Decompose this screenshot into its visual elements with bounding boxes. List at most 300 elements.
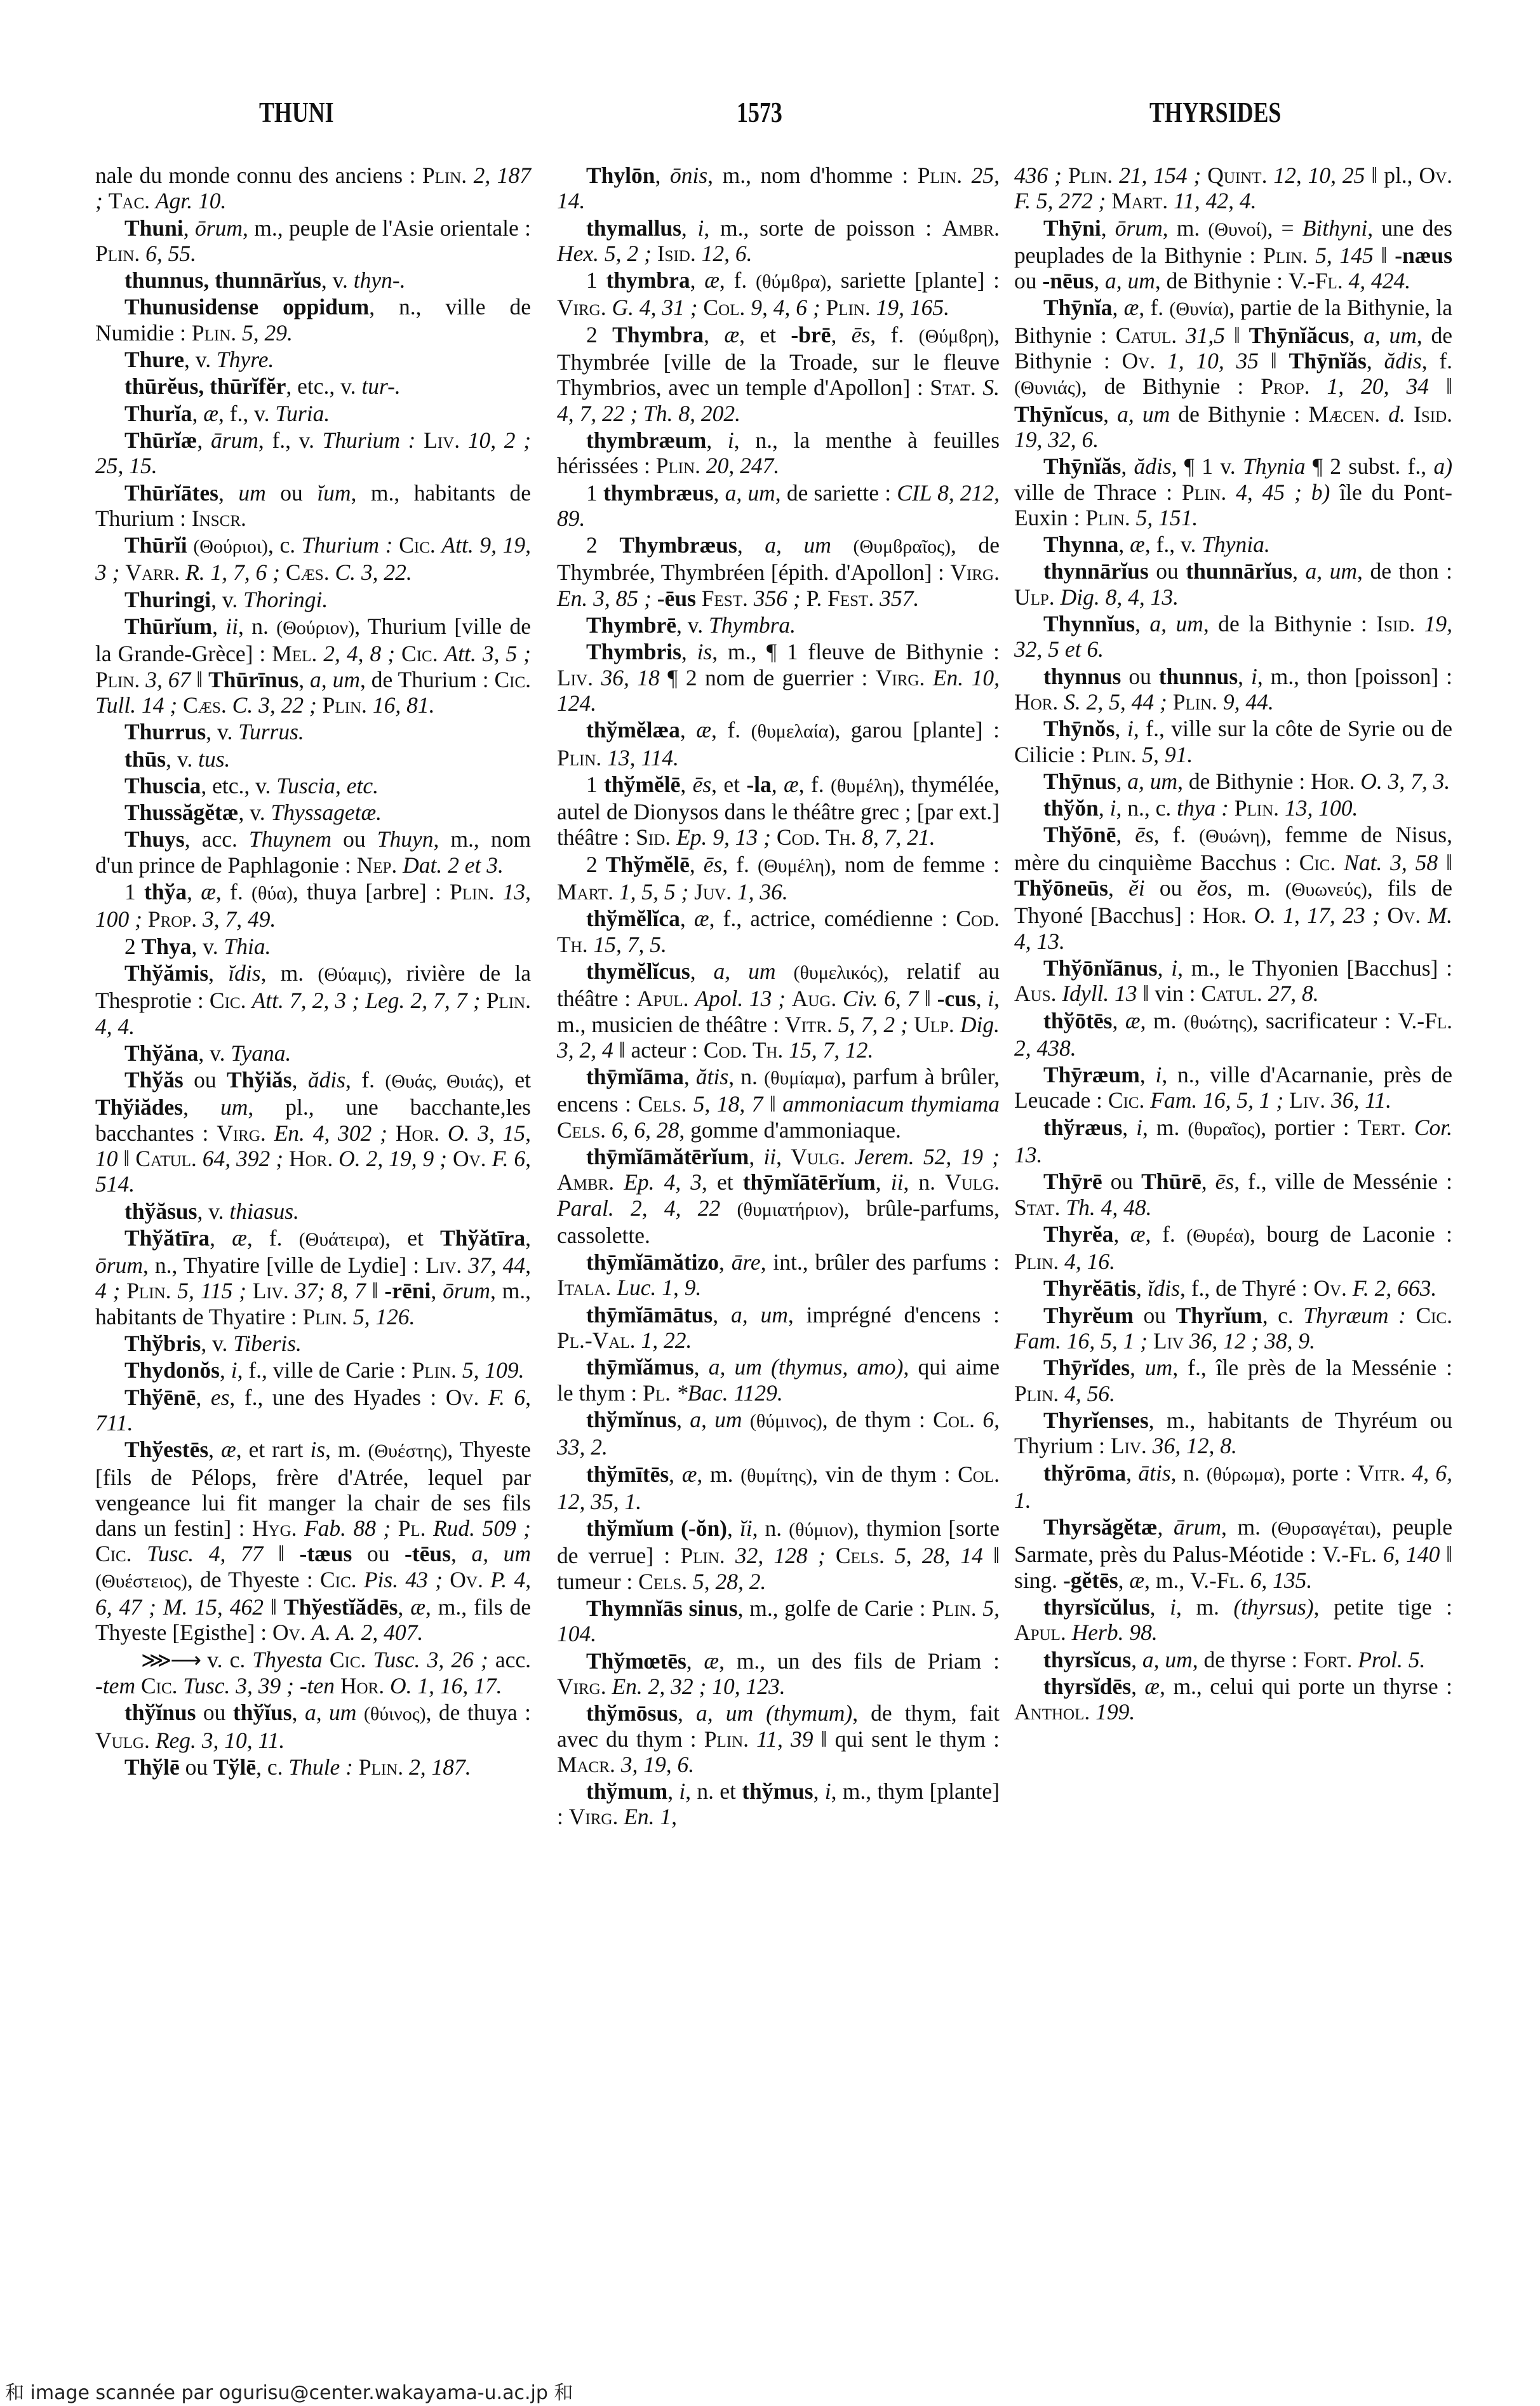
text: , gomme d'ammoniaque. — [679, 1117, 901, 1143]
author-abbrev: Cic. — [329, 1646, 366, 1672]
author-abbrev: Nep. — [356, 852, 398, 878]
italic-text: 5, 28, 14 — [895, 1543, 983, 1569]
author-abbrev: Vulg. — [791, 1143, 846, 1169]
italic-text: 2, 187 ; — [95, 163, 531, 214]
text — [227, 692, 232, 718]
text: , — [683, 1064, 696, 1090]
italic-text: 3, 7, 49. — [202, 906, 276, 932]
text — [885, 1543, 895, 1568]
author-abbrev: Isid. — [1376, 611, 1416, 637]
headword: Thymbrē — [586, 612, 676, 638]
headword: thymbra — [606, 267, 690, 293]
author-abbrev: Cic. — [320, 1566, 357, 1592]
greek-text: (Θυωνεύς) — [1285, 879, 1367, 901]
italic-text: 1, 10, 35 — [1167, 348, 1259, 374]
headword: Thyrĭum — [1175, 1302, 1262, 1328]
headword: thynnārĭus — [1043, 558, 1149, 584]
headword: Thydonŏs — [124, 1357, 220, 1383]
dictionary-entry — [1014, 532, 1452, 557]
italic-text: æ — [201, 879, 216, 905]
text — [1168, 188, 1174, 213]
text: , m., le Thyonien [Bacchus] : — [1177, 955, 1453, 981]
text: , v. — [166, 746, 199, 772]
text — [197, 1146, 203, 1171]
author-abbrev: Cic. — [401, 641, 438, 667]
text — [720, 1195, 737, 1221]
text: ‖ — [918, 986, 937, 1012]
text — [1245, 1568, 1250, 1593]
text: , — [678, 1700, 696, 1726]
dictionary-entry — [1014, 769, 1452, 794]
italic-text: 4, 56. — [1064, 1380, 1116, 1406]
author-abbrev: Virg. — [875, 664, 925, 690]
text: , — [975, 986, 988, 1012]
text: , v. — [191, 933, 224, 959]
text: , f. — [722, 851, 758, 877]
headword: Thymbræus — [619, 532, 737, 558]
text — [391, 1516, 398, 1541]
italic-text: CIL 8, 212, 89. — [557, 480, 1000, 531]
text: , acc. — [184, 826, 249, 852]
text — [845, 1144, 854, 1169]
text — [1113, 163, 1119, 188]
text: , f., v. — [258, 427, 323, 453]
text: , — [525, 1225, 531, 1251]
italic-text: Th. 4, 48. — [1066, 1194, 1152, 1220]
greek-text: (Θυάς, Θυιάς) — [385, 1071, 499, 1092]
text: , — [704, 321, 725, 347]
author-abbrev: Ov. — [452, 1145, 486, 1171]
text — [140, 241, 145, 266]
text: , — [212, 614, 226, 640]
italic-text: æ — [1130, 1221, 1146, 1247]
italic-text: O. 3, 15, 10 — [95, 1120, 532, 1171]
italic-text: ĭum — [317, 480, 351, 506]
headword: thȳmĭāma — [586, 1064, 684, 1090]
text — [1155, 348, 1167, 373]
author-abbrev: Col. — [933, 1406, 975, 1432]
author-abbrev: Plin. — [680, 1543, 725, 1569]
text: , = — [1267, 215, 1302, 241]
headword: thўmus — [742, 1778, 814, 1805]
italic-text: Thyesta — [252, 1646, 323, 1672]
text: , de sariette : — [775, 480, 897, 506]
dictionary-entry — [1014, 454, 1452, 530]
italic-text: Turrus. — [238, 719, 304, 745]
author-abbrev: Ov. — [1419, 163, 1453, 188]
dictionary-entry — [557, 772, 1000, 850]
dictionary-entry — [1014, 1647, 1452, 1672]
author-abbrev: Liv. — [424, 427, 460, 453]
text — [246, 1278, 253, 1303]
italic-text: ārum — [210, 427, 258, 453]
italic-text: ĭi — [739, 1516, 753, 1542]
text: de Bithynie : — [1170, 401, 1309, 427]
author-abbrev: Plin. — [322, 692, 367, 718]
italic-text: i — [1170, 1594, 1176, 1620]
headword: Thȳnĭăs — [1289, 348, 1367, 374]
italic-text: S. 4, 7, 22 ; Th. 8, 202. — [557, 375, 1000, 426]
text: , — [210, 1225, 232, 1251]
text: , porte : — [1280, 1460, 1358, 1486]
dictionary-entry — [557, 1596, 1000, 1647]
author-abbrev: Mart. — [557, 879, 613, 905]
text — [613, 879, 619, 904]
italic-text: 5, 18, 7 — [693, 1091, 763, 1117]
author-abbrev: Ambr. — [557, 1169, 615, 1195]
text: , v. — [201, 1331, 234, 1357]
italic-text: 5, 145 — [1315, 242, 1374, 268]
italic-text: Fab. 88 ; — [304, 1516, 391, 1542]
greek-text: (θυμίτης) — [740, 1465, 813, 1486]
text: , f. — [1145, 1221, 1187, 1247]
italic-text: Tull. 14 ; — [95, 692, 178, 718]
text: , m. — [1221, 1514, 1271, 1540]
text — [749, 1726, 756, 1752]
dictionary-entry — [1014, 1062, 1452, 1113]
text — [696, 241, 702, 266]
author-abbrev: Quint. — [1207, 163, 1268, 188]
headword: thўrōma — [1043, 1460, 1127, 1486]
headword: Thўestēs — [124, 1437, 209, 1463]
italic-text: Thyssagetæ. — [271, 800, 382, 826]
italic-text: Luc. 1, 9. — [617, 1275, 702, 1301]
text: , — [727, 1516, 740, 1542]
italic-text: 5, 109. — [462, 1357, 525, 1383]
italic-text: Idyll. 13 — [1062, 981, 1137, 1007]
author-abbrev: V.-Fl. — [1398, 1007, 1453, 1033]
dictionary-entry — [95, 532, 531, 586]
text — [180, 560, 185, 585]
greek-text: (θύμινος) — [749, 1410, 822, 1432]
text: , — [1238, 663, 1251, 689]
dictionary-entry — [557, 1648, 1000, 1700]
headword: thūs — [124, 746, 166, 772]
text — [1059, 1249, 1064, 1274]
italic-text: a, um — [713, 958, 776, 984]
italic-text: æ — [724, 321, 740, 347]
dictionary-entry — [557, 612, 1000, 638]
dictionary-entry — [1014, 664, 1452, 715]
text: , — [1113, 1221, 1130, 1247]
author-abbrev: Cels. — [638, 1091, 687, 1117]
author-abbrev: Cæs. — [183, 692, 227, 718]
headword: Thynna — [1043, 532, 1119, 558]
text: , — [680, 717, 697, 743]
text — [732, 879, 737, 904]
author-abbrev: Ov. — [1313, 1275, 1347, 1301]
italic-text: 5, 7, 2 ; — [838, 1011, 908, 1037]
italic-text: F. 6, 711. — [95, 1384, 532, 1435]
italic-text: Thyre. — [217, 347, 274, 373]
text — [187, 532, 194, 558]
text: , f. — [711, 717, 751, 743]
author-abbrev: Inscr. — [191, 505, 246, 531]
text: ‖ — [1438, 849, 1452, 875]
text: , — [681, 639, 697, 665]
dictionary-entry — [95, 1754, 531, 1780]
text — [725, 1543, 735, 1568]
text: , — [693, 1354, 709, 1380]
italic-text: a, um — [1127, 768, 1178, 794]
italic-text: 3, 67 — [145, 666, 191, 692]
headword: thymbræus — [603, 480, 714, 506]
italic-text: i — [1136, 1114, 1143, 1140]
dictionary-entry — [95, 1225, 531, 1329]
text: , — [1108, 875, 1129, 901]
italic-text: 16, 81. — [372, 692, 435, 718]
text: , — [1118, 1567, 1130, 1593]
italic-text: 12, 6. — [701, 240, 753, 266]
dictionary-entry — [557, 1407, 1000, 1460]
text: 1 — [586, 771, 605, 797]
author-abbrev: Cic. — [494, 666, 532, 692]
dictionary-entry — [557, 1144, 1000, 1248]
italic-text: a, um — [1142, 1646, 1193, 1672]
text — [367, 692, 373, 718]
text: , de thon : — [1357, 558, 1453, 584]
text: , — [686, 1648, 704, 1674]
italic-text: a) — [1433, 454, 1453, 480]
italic-text: Dig. 8, 4, 13. — [1060, 584, 1179, 610]
text — [976, 375, 983, 400]
italic-text: um — [238, 480, 266, 506]
text — [1167, 689, 1173, 715]
text — [1059, 1381, 1064, 1406]
text: , — [680, 906, 694, 932]
text — [356, 1700, 363, 1725]
author-abbrev: Ov. — [272, 1620, 306, 1646]
dictionary-entry — [1014, 822, 1452, 953]
author-abbrev: Plin. — [1181, 479, 1227, 505]
text: , f. — [215, 879, 252, 905]
author-abbrev: Cels. — [835, 1543, 885, 1569]
text — [439, 1120, 448, 1146]
headword: Thyrsăgĕtæ — [1043, 1514, 1158, 1540]
italic-text: 27, 8. — [1268, 981, 1319, 1007]
text — [874, 586, 880, 611]
text: ou — [196, 1700, 233, 1726]
text: ou — [1148, 558, 1186, 584]
text: , — [1157, 955, 1172, 981]
dictionary-entry — [95, 826, 531, 878]
text: , — [689, 851, 704, 877]
text: ville de Thrace : — [1014, 479, 1182, 505]
italic-text: æ — [696, 717, 711, 743]
text — [1283, 1087, 1289, 1113]
text: ‖ — [1259, 348, 1289, 374]
text: , — [1103, 401, 1118, 427]
headword: Thўlē — [124, 1754, 180, 1780]
text: , m., habitants de Thurium : — [95, 480, 532, 531]
italic-text: ĭdis — [228, 960, 261, 986]
text — [820, 295, 826, 320]
italic-text: P. 4, 6, 47 ; M. 15, 462 — [95, 1566, 532, 1620]
text: ou — [1102, 1169, 1142, 1195]
headword: Thўătīra — [124, 1225, 210, 1251]
dictionary-entry — [557, 427, 1000, 479]
italic-text: Fam. 16, 5, 1 ; — [1150, 1087, 1284, 1113]
text — [1308, 243, 1315, 268]
arrow-icon: ⋙⟶ — [141, 1647, 201, 1673]
italic-text: 64, 392 ; — [202, 1145, 284, 1171]
text: ou — [265, 480, 318, 506]
italic-text: 12, 35, 1. — [557, 1488, 642, 1514]
text: , n., ville d'Acarnanie, près de Leucade : — [1014, 1062, 1452, 1113]
italic-text: ĕi — [1128, 875, 1145, 901]
text — [447, 1146, 453, 1171]
italic-text: 11, 42, 4. — [1174, 188, 1257, 214]
headword: Thȳnĭăcus — [1249, 322, 1349, 348]
text — [831, 532, 854, 558]
text — [1147, 1433, 1153, 1458]
text: , — [451, 1541, 472, 1567]
text — [606, 1117, 612, 1143]
greek-text: (θύμϐρα) — [755, 271, 827, 293]
text: , m., nom d'homme : — [707, 163, 918, 188]
text: ‖ — [1373, 242, 1395, 268]
text — [467, 163, 473, 188]
headword: Thūrĭæ — [124, 427, 198, 453]
text: , et — [385, 1225, 440, 1251]
italic-text: Jerem. 52, 19 ; — [854, 1143, 1000, 1169]
headword: Thўestĭădēs — [283, 1594, 398, 1620]
italic-text: ii — [763, 1143, 777, 1169]
dictionary-entry — [557, 1354, 1000, 1406]
italic-text: æ — [1144, 1673, 1160, 1699]
text: , v. — [184, 347, 217, 373]
text — [786, 986, 792, 1011]
italic-text: Reg. 3, 10, 11. — [155, 1727, 285, 1753]
dictionary-entry — [557, 1778, 1000, 1830]
author-abbrev: Mart. — [1111, 188, 1168, 214]
italic-text: Civ. 6, 7 — [842, 986, 919, 1012]
text: , n. et — [685, 1778, 742, 1805]
author-abbrev: Catul. — [1201, 981, 1262, 1007]
dictionary-entry — [557, 717, 1000, 770]
text — [1336, 850, 1344, 875]
text — [462, 1253, 468, 1278]
dictionary-entry — [95, 427, 531, 479]
text: , f., une des Hyades : — [229, 1384, 446, 1410]
italic-text: 436 ; — [1014, 163, 1062, 188]
italic-text: 37; 8, 7 — [295, 1278, 366, 1304]
text — [687, 1569, 693, 1594]
greek-text: (θυμελαία) — [751, 721, 835, 743]
author-abbrev: Cic. — [140, 1672, 178, 1698]
greek-text: (θυμέλη) — [830, 775, 899, 796]
dictionary-entry — [95, 1357, 531, 1383]
author-abbrev: Cod. Th. — [776, 824, 857, 850]
headword: Thўăs — [124, 1067, 184, 1093]
italic-text: Thuynem — [248, 826, 332, 852]
author-abbrev: Catul. — [1115, 322, 1177, 348]
italic-text: 8, 7, 21. — [862, 824, 935, 850]
italic-text: 5, 28, 2. — [693, 1568, 767, 1594]
italic-text: 5, 29. — [242, 319, 293, 346]
greek-text: (θύα) — [251, 883, 293, 904]
dictionary-entry — [95, 347, 531, 372]
text: , n. — [752, 1516, 789, 1542]
text: , de la Bithynie : — [1203, 611, 1377, 637]
text: , v. — [676, 612, 709, 638]
author-abbrev: Sid. — [636, 824, 671, 850]
italic-text: æ — [410, 1594, 425, 1620]
italic-text: 11, 39 — [756, 1726, 814, 1752]
text: ‖ — [117, 1145, 136, 1171]
text — [1177, 323, 1186, 348]
italic-text: ēs — [692, 771, 712, 797]
dictionary-entry — [95, 1647, 531, 1699]
italic-text: æ — [221, 1437, 236, 1463]
text: , thuya [arbre] : — [292, 879, 450, 905]
author-abbrev: Fest. — [827, 585, 874, 611]
italic-text: 13, 100. — [1284, 795, 1358, 821]
text: , — [1135, 1275, 1148, 1301]
text — [443, 1567, 450, 1592]
author-abbrev: Cels. — [638, 1568, 688, 1594]
author-abbrev: Vitr. — [1358, 1460, 1406, 1486]
text — [611, 1275, 617, 1300]
dictionary-entry — [1014, 558, 1452, 610]
text — [335, 1673, 340, 1698]
column-2 — [557, 163, 1000, 1831]
dictionary-entry — [1014, 1674, 1452, 1725]
italic-text: um — [220, 1094, 248, 1120]
author-abbrev: Catul. — [135, 1145, 197, 1171]
author-abbrev: Ov. — [450, 1566, 483, 1592]
text: , — [669, 1461, 682, 1487]
text — [1062, 163, 1068, 188]
text: , et — [702, 1169, 743, 1195]
italic-text: En. 4, 302 ; — [274, 1120, 388, 1146]
dictionary-entry — [1014, 795, 1452, 821]
text — [1406, 1303, 1416, 1328]
text: , n., Thyatire [ville de Lydie] : — [142, 1253, 426, 1279]
greek-text: (Θυρσαγέται) — [1271, 1518, 1376, 1540]
dictionary-entry — [1014, 1221, 1452, 1275]
dictionary-entry — [95, 746, 531, 772]
author-abbrev: Pl. — [643, 1380, 671, 1406]
italic-text: 21, 154 ; — [1119, 163, 1202, 188]
greek-text: (θυώτης) — [1184, 1011, 1253, 1033]
text: ‖ qui sent le thym : — [813, 1726, 1000, 1752]
text: , sacrificateur : — [1252, 1007, 1398, 1033]
text: , vin de thym : — [812, 1461, 958, 1487]
headword: Thūrĭum — [124, 614, 213, 640]
author-abbrev: Hor. — [288, 1145, 333, 1171]
italic-text: a, um — [310, 666, 360, 692]
text: , — [1112, 1007, 1125, 1033]
text — [1184, 1328, 1189, 1354]
text — [317, 692, 323, 718]
author-abbrev: Stat. — [1014, 1194, 1061, 1220]
text: , f. — [1139, 295, 1170, 321]
text: , m., nom d'un prince de Paphlagonie : — [95, 826, 531, 878]
text: 2 — [586, 851, 606, 877]
headword: Thȳrē — [1043, 1169, 1102, 1195]
headword: Thўiăs — [227, 1067, 292, 1093]
text — [171, 1278, 177, 1303]
italic-text: Tusc. 3, 39 ; -ten — [183, 1672, 335, 1698]
text — [771, 824, 777, 850]
text: ‖ tumeur : — [557, 1543, 1000, 1594]
text — [1310, 373, 1327, 399]
author-abbrev: Virg. — [950, 560, 1000, 586]
headword: thȳmĭāmātus — [586, 1301, 713, 1327]
headword: Thurĭa — [124, 400, 192, 426]
greek-text: (θυμίαμα) — [764, 1068, 841, 1089]
